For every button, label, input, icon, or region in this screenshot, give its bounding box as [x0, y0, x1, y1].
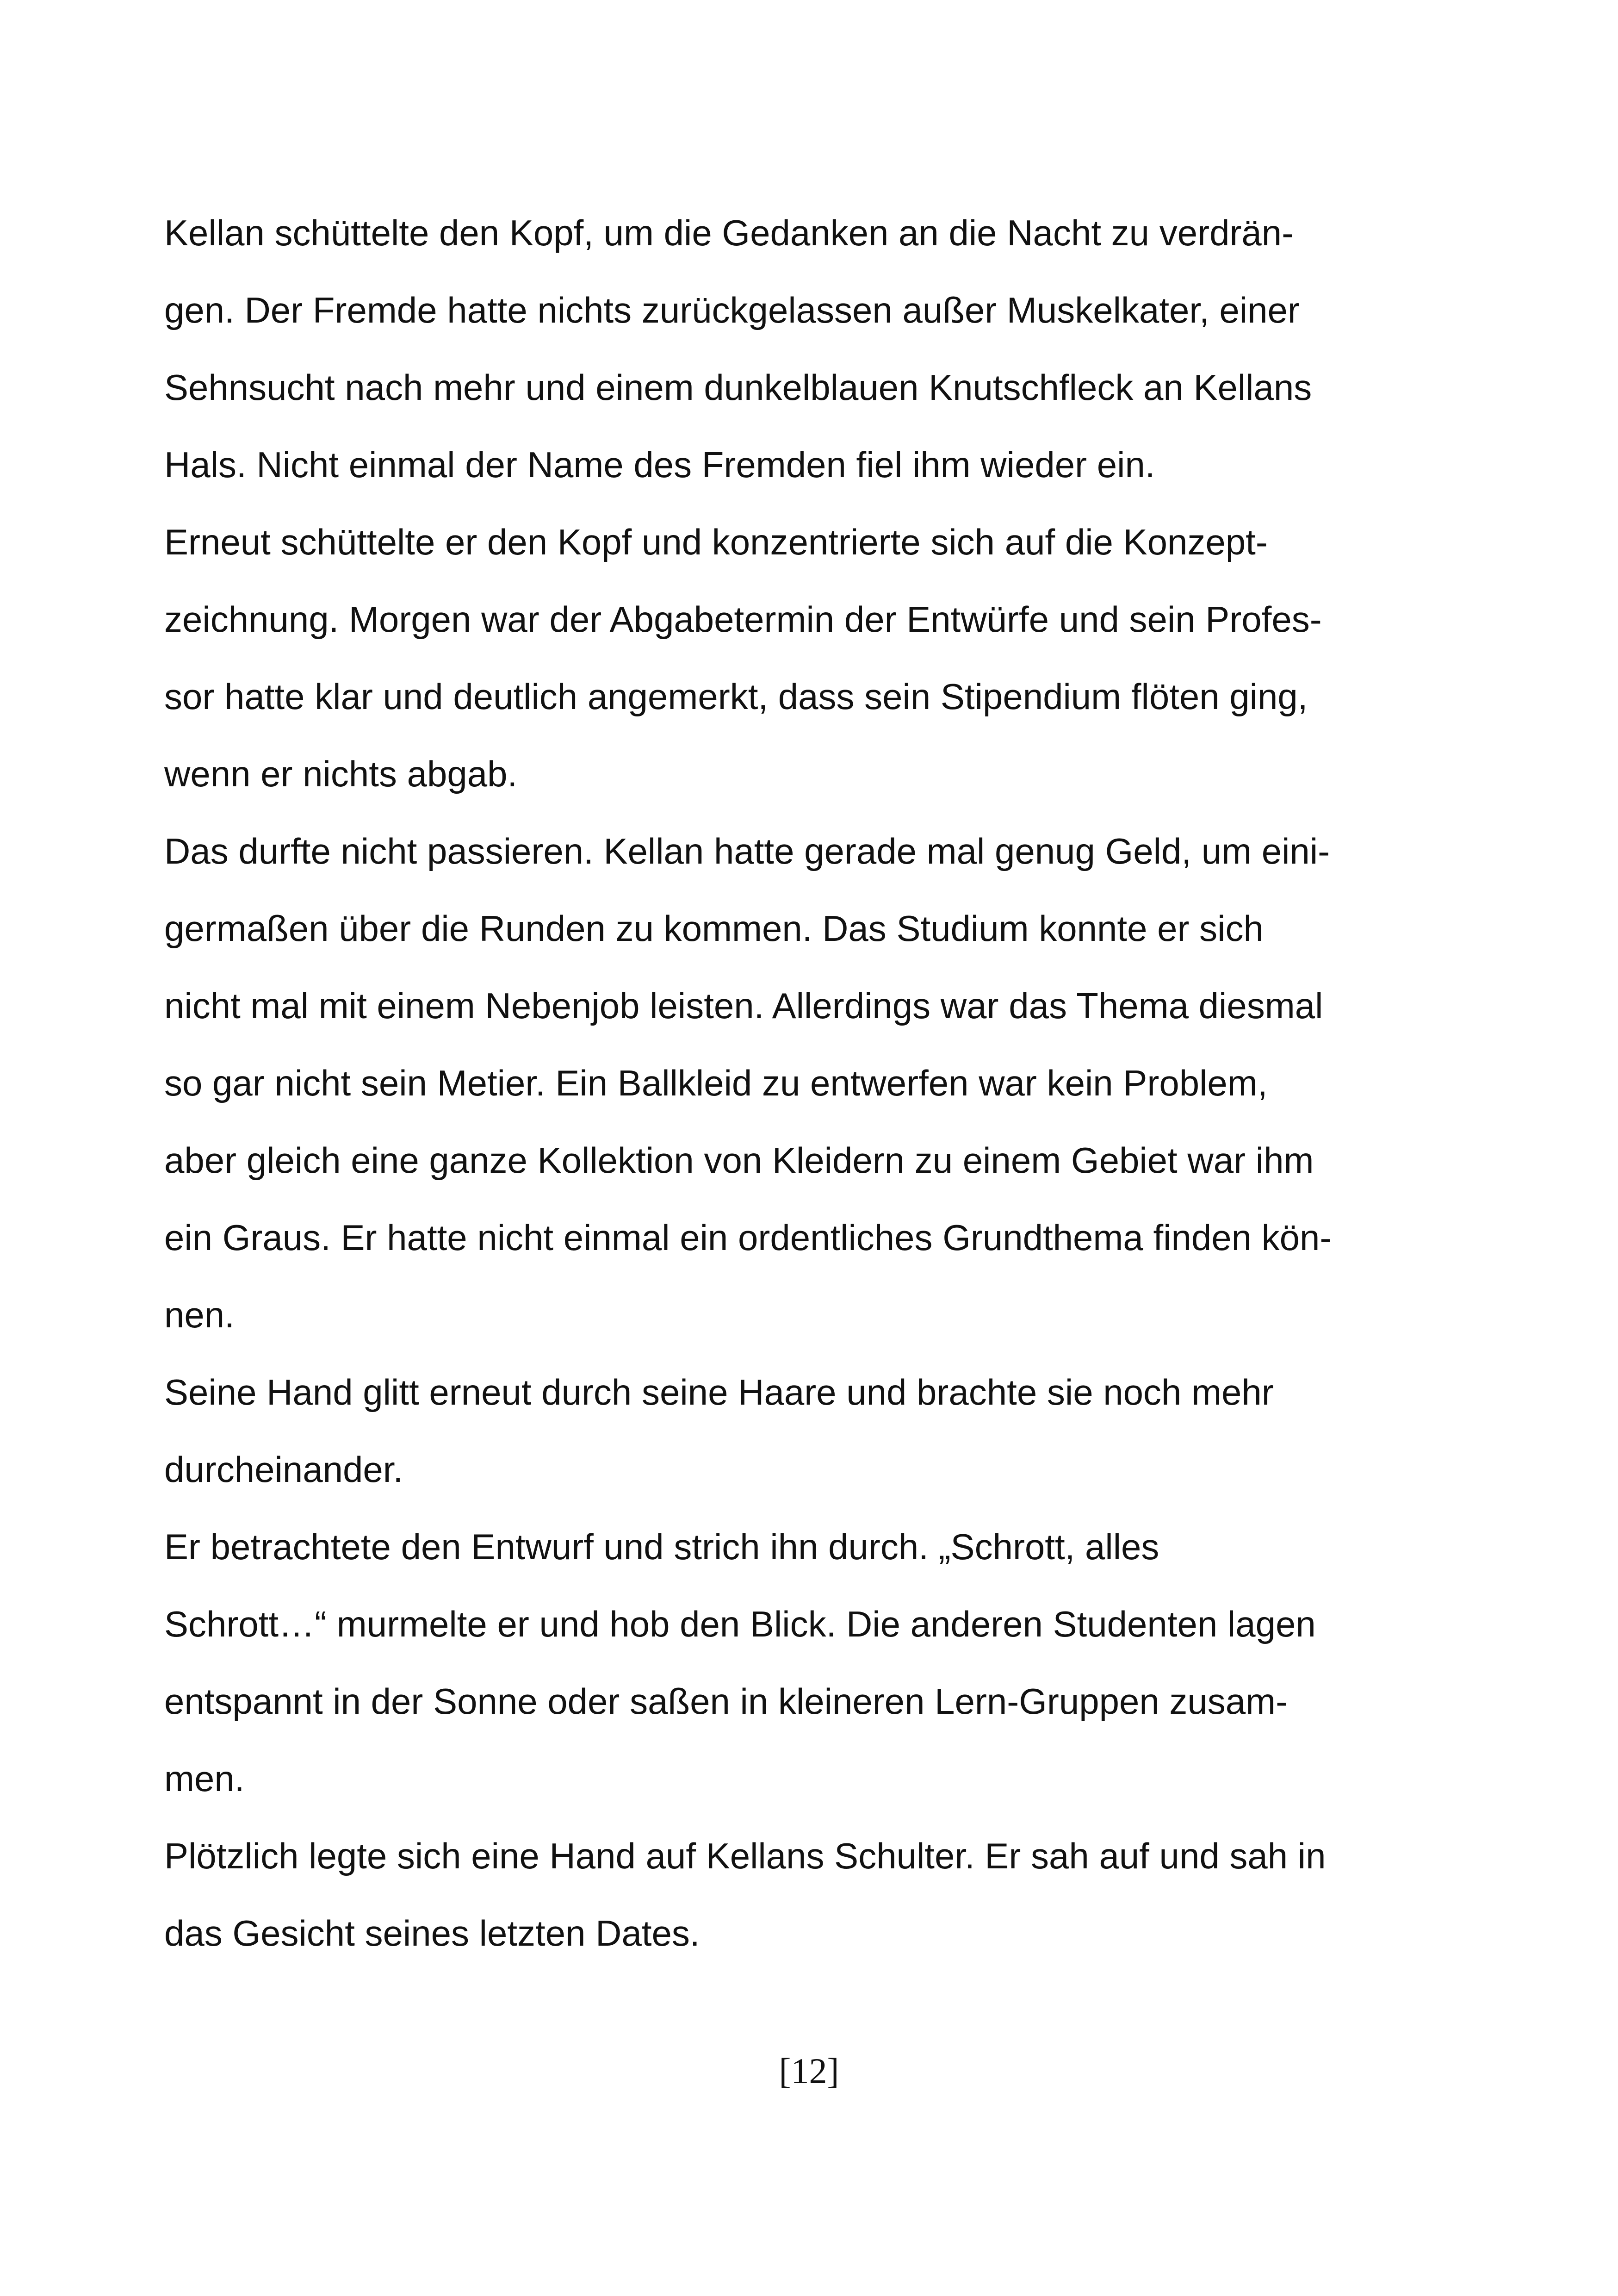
text-line: wenn er nichts abgab.: [164, 753, 518, 794]
text-line: Seine Hand glitt erneut durch seine Haare und brachte sie noch mehr: [164, 1372, 1274, 1412]
text-line: so gar nicht sein Metier. Ein Ballkleid zu entwerfen war kein Problem,: [164, 1063, 1268, 1103]
text-line: men.: [164, 1758, 245, 1799]
text-line: Das durfte nicht passieren. Kellan hatte gerade mal genug Geld, um eini-: [164, 831, 1330, 871]
text-line: Hals. Nicht einmal der Name des Fremden fiel ihm wieder ein.: [164, 444, 1155, 485]
text-line: aber gleich eine ganze Kollektion von Kleidern zu einem Gebiet war ihm: [164, 1140, 1314, 1181]
text-line: zeichnung. Morgen war der Abgabetermin der Entwürfe und sein Profes-: [164, 599, 1322, 640]
text-line: Kellan schüttelte den Kopf, um die Gedanken an die Nacht zu verdrän-: [164, 212, 1294, 253]
text-line: das Gesicht seines letzten Dates.: [164, 1913, 700, 1954]
text-line: ein Graus. Er hatte nicht einmal ein ordentliches Grundthema finden kön-: [164, 1217, 1332, 1258]
text-line: nicht mal mit einem Nebenjob leisten. Allerdings war das Thema diesmal: [164, 985, 1323, 1026]
text-line: durcheinander.: [164, 1449, 403, 1490]
text-line: Sehnsucht nach mehr und einem dunkelblauen Knutschfleck an Kellans: [164, 367, 1312, 408]
page-number: [12]: [779, 2051, 839, 2091]
body-text: [164, 194, 1455, 1972]
text-line: Erneut schüttelte er den Kopf und konzentrierte sich auf die Konzept-: [164, 522, 1268, 562]
text-line: Plötzlich legte sich eine Hand auf Kellans Schulter. Er sah auf und sah in: [164, 1836, 1326, 1876]
text-line: Schrott…“ murmelte er und hob den Blick. Die anderen Studenten lagen: [164, 1604, 1316, 1644]
text-line: germaßen über die Runden zu kommen. Das Studium konnte er sich: [164, 908, 1264, 949]
text-line: sor hatte klar und deutlich angemerkt, dass sein Stipendium flöten ging,: [164, 676, 1308, 717]
text-line: nen.: [164, 1294, 235, 1335]
text-line: gen. Der Fremde hatte nichts zurückgelassen außer Muskelkater, einer: [164, 290, 1300, 330]
text-line: entspannt in der Sonne oder saßen in kleineren Lern-Gruppen zusam-: [164, 1681, 1288, 1722]
text-line: Er betrachtete den Entwurf und strich ihn durch. „Schrott, alles: [164, 1526, 1159, 1567]
